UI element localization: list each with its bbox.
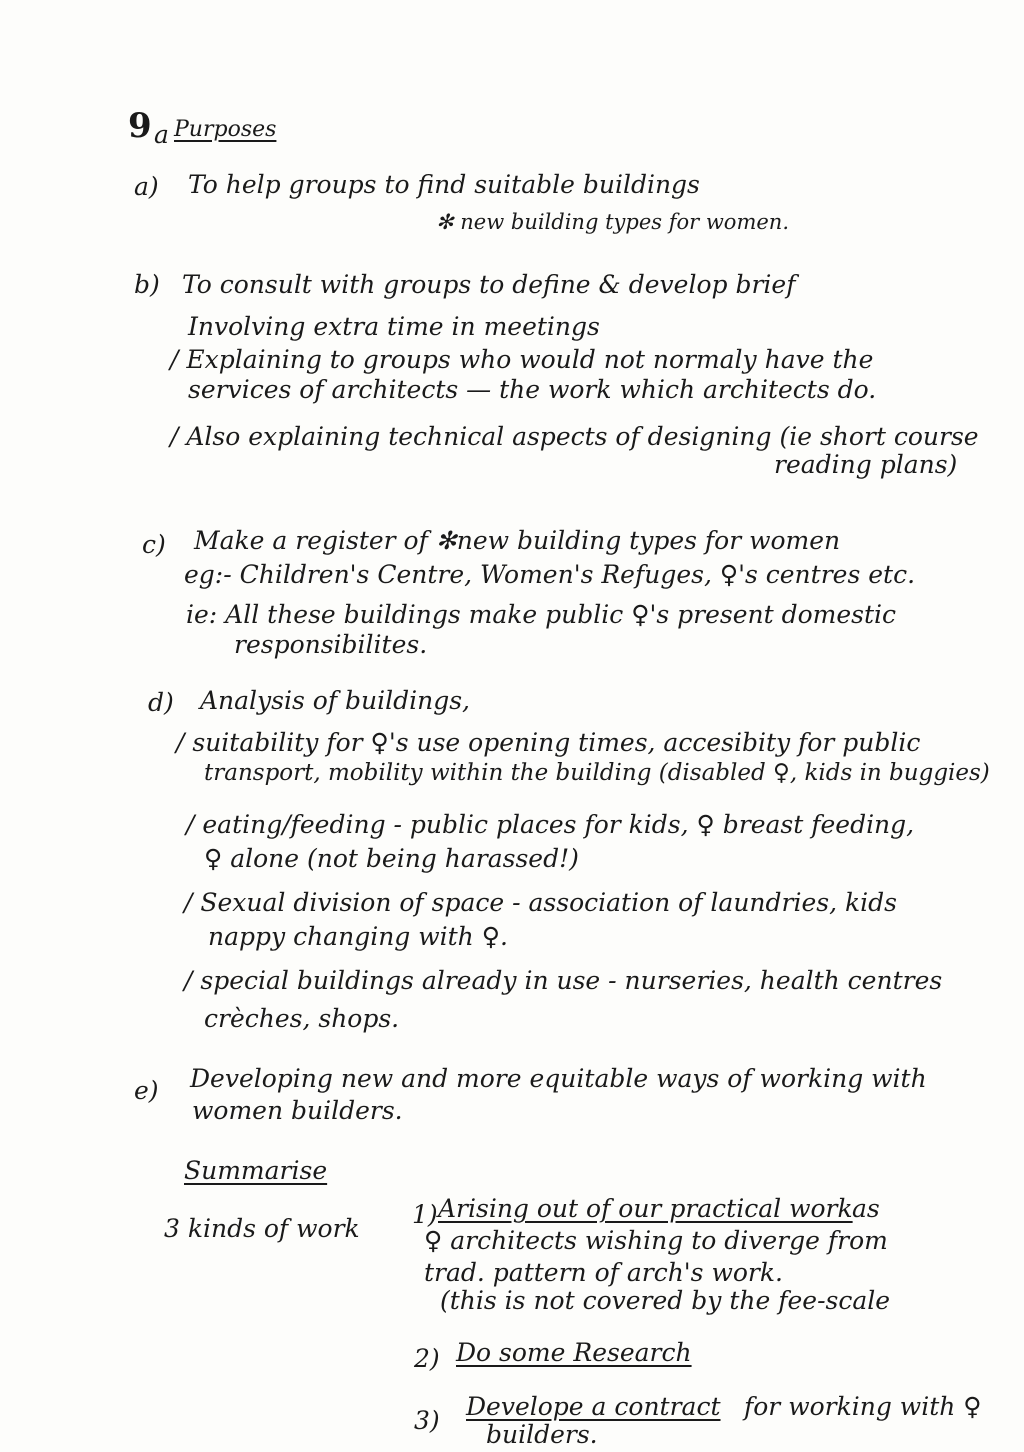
item-a-marker: a): [134, 172, 159, 201]
summary-kinds: 3 kinds of work: [164, 1214, 360, 1243]
item-b-line2: Involving extra time in meetings: [188, 312, 600, 341]
item-c-line2: eg:- Children's Centre, Women's Refuges, ♀'s centres etc.: [184, 560, 916, 589]
summary-item3-line1: Develope a contract: [466, 1392, 721, 1421]
summary-heading: Summarise: [184, 1156, 328, 1185]
summary-item1-line1b: as: [852, 1194, 880, 1223]
item-b-line6: reading plans): [774, 450, 958, 479]
item-c-line3: ie: All these buildings make public ♀'s present domestic: [186, 600, 897, 629]
item-b-line4: services of architects — the work which architects do.: [188, 375, 877, 404]
item-b-marker: b): [134, 270, 160, 299]
item-b-line1: To consult with groups to define & develop brief: [182, 270, 796, 299]
item-d-line8: / special buildings already in use - nurseries, health centres: [184, 966, 943, 995]
item-a-line2: ✻ new building types for women.: [436, 210, 789, 234]
item-a-line1: To help groups to find suitable buildings: [188, 170, 700, 199]
summary-item2: Do some Research: [456, 1338, 692, 1367]
item-e-line2: women builders.: [192, 1096, 403, 1125]
item-d-line5: ♀ alone (not being harassed!): [204, 844, 579, 873]
summary-item1-line4: (this is not covered by the fee-scale: [440, 1286, 891, 1315]
item-d-line9: crèches, shops.: [204, 1004, 400, 1033]
item-d-line6: / Sexual division of space - association of laundries, kids: [184, 888, 897, 917]
item-c-line4: responsibilites.: [234, 630, 428, 659]
item-b-line5: / Also explaining technical aspects of designing (ie short course: [170, 422, 979, 451]
summary-item3-number: 3): [414, 1406, 440, 1435]
item-d-line4: / eating/feeding - public places for kids, ♀ breast feeding,: [186, 810, 915, 839]
summary-item1-number: 1): [412, 1200, 438, 1229]
summary-item3-line2: builders.: [486, 1420, 598, 1449]
item-b-line3: / Explaining to groups who would not normaly have the: [170, 345, 874, 374]
summary-item2-number: 2): [414, 1344, 440, 1373]
heading-letter: a: [154, 120, 169, 149]
summary-item1-line3: trad. pattern of arch's work.: [424, 1258, 783, 1287]
item-e-marker: e): [134, 1076, 159, 1105]
item-c-marker: c): [142, 530, 166, 559]
item-d-line7: nappy changing with ♀.: [208, 922, 508, 951]
summary-item1-line1: Arising out of our practical work: [438, 1194, 853, 1223]
item-d-line2: / suitability for ♀'s use opening times, accesibity for public: [176, 728, 921, 757]
heading-purposes: Purposes: [174, 117, 277, 142]
summary-item3-line1b: for working with ♀: [744, 1392, 982, 1421]
item-d-line3: transport, mobility within the building (disabled ♀, kids in buggies): [204, 760, 990, 786]
item-d-marker: d): [148, 688, 174, 717]
summary-item1-line2: ♀ architects wishing to diverge from: [424, 1226, 888, 1255]
item-d-line1: Analysis of buildings,: [200, 686, 471, 715]
item-c-line1: Make a register of ✻new building types for women: [194, 526, 841, 555]
heading-number: 9: [128, 106, 152, 146]
item-e-line1: Developing new and more equitable ways of working with: [190, 1064, 927, 1093]
